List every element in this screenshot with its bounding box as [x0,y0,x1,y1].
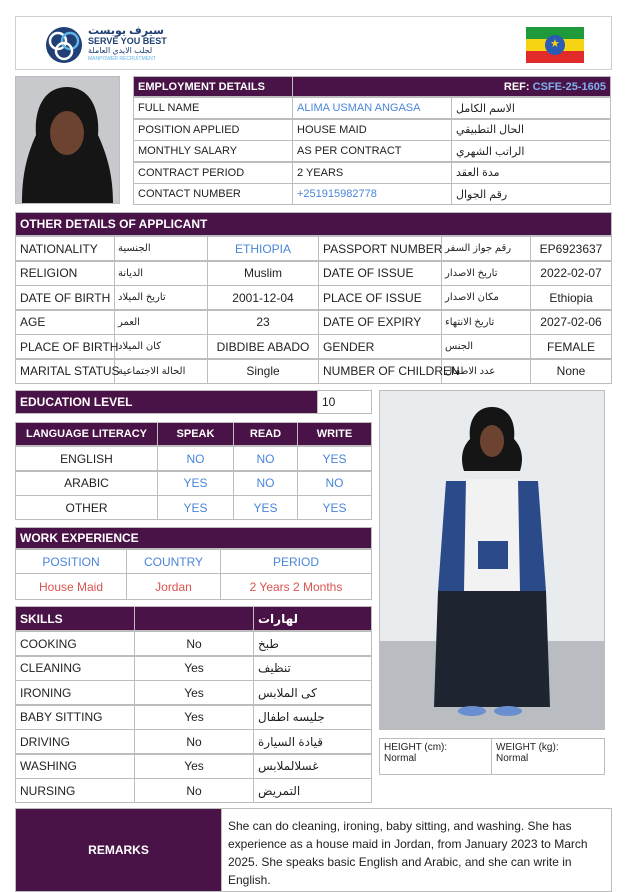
other-value: 23 [207,310,319,335]
skill-value: Yes [134,705,254,730]
skill-arabic: جليسه اطفال [253,705,372,730]
skill-value: Yes [134,656,254,681]
employment-title: EMPLOYMENT DETAILS [133,76,293,97]
education-value: 10 [317,390,372,414]
emp-value: AS PER CONTRACT [292,140,452,162]
other-label: PLACE OF BIRTH [15,334,115,359]
applicant-photo [15,76,120,204]
weight-box [491,738,605,775]
other-arabic-2: رقم جواز السفر [441,236,531,261]
language-cell: YES [157,495,234,520]
other-arabic-2: تاريخ الاصدار [441,261,531,286]
language-cell: YES [297,446,372,471]
other-title: OTHER DETAILS OF APPLICANT [15,212,612,236]
full-body-image [380,391,604,729]
language-header: SPEAK [157,422,234,446]
other-arabic: الجنسية [114,236,208,261]
emp-arabic: الاسم الكامل [451,97,611,119]
language-cell: NO [233,471,298,496]
other-value-2: 2022-02-07 [530,261,612,286]
other-label-2: GENDER [318,334,442,359]
emp-value: 2 YEARS [292,162,452,184]
skill-value: No [134,778,254,803]
skill-value: No [134,631,254,656]
other-arabic: العمر [114,310,208,335]
skills-header-blank [134,606,254,631]
work-header: POSITION [15,549,127,574]
skill-name: CLEANING [15,656,135,681]
emp-label: CONTACT NUMBER [133,183,293,205]
other-arabic: تاريخ الميلاد [114,285,208,310]
emp-value: HOUSE MAID [292,119,452,141]
logo-sub: MANPOWER RECRUITMENT [88,56,156,62]
other-arabic-2: الجنس [441,334,531,359]
other-value-2: Ethiopia [530,285,612,310]
other-value-2: 2027-02-06 [530,310,612,335]
company-logo [44,25,174,65]
other-label: AGE [15,310,115,335]
other-label-2: PASSPORT NUMBER [318,236,442,261]
work-title: WORK EXPERIENCE [15,527,372,549]
other-arabic: كان الميلاد [114,334,208,359]
emp-arabic: رقم الجوال [451,183,611,205]
language-header: READ [233,422,298,446]
other-value: 2001-12-04 [207,285,319,310]
other-label-2: PLACE OF ISSUE [318,285,442,310]
work-header: COUNTRY [126,549,221,574]
work-cell: House Maid [15,573,127,600]
other-arabic: الحالة الاجتماعية [114,359,208,384]
work-cell: 2 Years 2 Months [220,573,372,600]
emp-value: +251915982778 [292,183,452,205]
other-arabic-2: تاريخ الانتهاء [441,310,531,335]
other-label: NATIONALITY [15,236,115,261]
ref-label: REF: [503,80,530,93]
logo-arabic: سيرف يوبست [88,25,164,37]
skill-arabic: التمريض [253,778,372,803]
other-value-2: EP6923637 [530,236,612,261]
ref-value: CSFE-25-1605 [532,80,606,93]
education-label: EDUCATION LEVEL [15,390,318,414]
emp-value: ALIMA USMAN ANGASA [292,97,452,119]
other-value-2: FEMALE [530,334,612,359]
ethiopia-flag: ★ [526,27,584,63]
emp-label: CONTRACT PERIOD [133,162,293,184]
skill-name: IRONING [15,680,135,705]
other-label: DATE OF BIRTH [15,285,115,310]
skills-title-ar: لهارات [253,606,372,631]
full-body-photo [379,390,605,730]
other-label-2: NUMBER OF CHILDREN [318,359,442,384]
emp-arabic: الحال التطبيقي [451,119,611,141]
logo-english: SERVE YOU BEST [88,36,167,46]
logo-arabic-sub: لجلب الايدي العاملة [88,46,153,55]
height-value: Normal [384,753,417,764]
skill-arabic: كى الملابس [253,680,372,705]
height-box [379,738,492,775]
work-header: PERIOD [220,549,372,574]
other-label-2: DATE OF ISSUE [318,261,442,286]
other-label: MARITAL STATUS [15,359,115,384]
language-cell: YES [157,471,234,496]
emp-label: POSITION APPLIED [133,119,293,141]
emp-arabic: مدة العقد [451,162,611,184]
other-value: Single [207,359,319,384]
other-label: RELIGION [15,261,115,286]
language-cell: OTHER [15,495,158,520]
portrait-image [16,77,119,203]
skill-name: NURSING [15,778,135,803]
language-cell: NO [297,471,372,496]
emp-label: FULL NAME [133,97,293,119]
work-cell: Jordan [126,573,221,600]
height-label: HEIGHT (cm): [384,742,448,753]
emp-label: MONTHLY SALARY [133,140,293,162]
language-cell: YES [297,495,372,520]
skill-name: WASHING [15,754,135,779]
skill-arabic: غسلالملابس [253,754,372,779]
language-cell: NO [157,446,234,471]
language-cell: YES [233,495,298,520]
skill-value: Yes [134,680,254,705]
emp-arabic: الراتب الشهري [451,140,611,162]
language-cell: ENGLISH [15,446,158,471]
remarks-label: REMARKS [15,808,222,892]
other-arabic-2: عدد الاطفال [441,359,531,384]
other-label-2: DATE OF EXPIRY [318,310,442,335]
logo-knot-icon [44,25,84,65]
page-header [15,16,612,70]
skill-arabic: طبخ [253,631,372,656]
other-arabic: الديانة [114,261,208,286]
ref-bar [292,76,611,97]
skill-arabic: قيادة السيارة [253,729,372,754]
other-arabic-2: مكان الاصدار [441,285,531,310]
remarks-text: She can do cleaning, ironing, baby sitting, and washing. She has experience as a house maid in Jordan, from January 2023 to March 2025. She speaks basic English and Arabic, and she can write in English. [221,808,612,892]
other-value: ETHIOPIA [207,236,319,261]
skill-name: COOKING [15,631,135,656]
skill-arabic: تنظيف [253,656,372,681]
other-value: DIBDIBE ABADO [207,334,319,359]
skill-name: BABY SITTING [15,705,135,730]
other-value: Muslim [207,261,319,286]
language-header: WRITE [297,422,372,446]
skill-value: No [134,729,254,754]
weight-value: Normal [496,753,529,764]
skills-title: SKILLS [15,606,135,631]
skill-value: Yes [134,754,254,779]
language-cell: NO [233,446,298,471]
language-cell: ARABIC [15,471,158,496]
other-value-2: None [530,359,612,384]
weight-label: WEIGHT (kg): [496,742,559,753]
language-header: LANGUAGE LITERACY [15,422,158,446]
skill-name: DRIVING [15,729,135,754]
